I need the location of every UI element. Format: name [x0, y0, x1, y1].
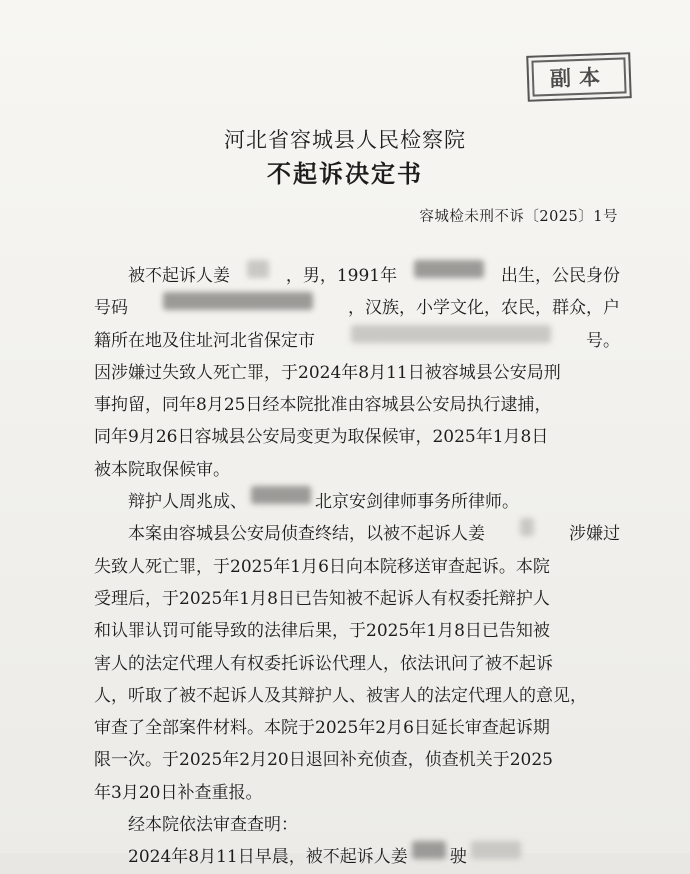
text-segment: 本案由容城县公安局侦查终结，以被不起诉人姜: [128, 524, 485, 545]
redacted-name: [247, 260, 269, 278]
redacted-text: [471, 841, 521, 859]
body-line: 因涉嫌过失致人死亡罪，于2024年8月11日被容城县公安局刑: [94, 362, 561, 383]
body-line: [128, 841, 620, 873]
body-line: 审查了全部案件材料。本院于2025年2月6日延长审查起诉期: [94, 718, 550, 739]
redacted-address: [351, 325, 551, 343]
body-line: [94, 260, 620, 292]
text-segment: ，男，1991年: [285, 266, 398, 286]
body-line: [128, 486, 620, 518]
document-body: [94, 260, 620, 874]
text-segment: 被不起诉人姜: [128, 266, 230, 286]
redacted-lawyer-info: [251, 486, 311, 504]
redacted-id-number: [163, 292, 313, 310]
issuing-organization: 河北省容城县人民检察院: [224, 128, 466, 152]
body-line: 限一次。于2025年2月20日退回补充侦查，侦查机关于2025: [94, 750, 553, 771]
document-title: 不起诉决定书: [267, 159, 423, 188]
body-line: [94, 292, 620, 324]
text-segment: 涉嫌过: [569, 524, 620, 545]
body-line: [94, 325, 620, 357]
body-line: 年3月20日补查重报。: [94, 782, 263, 803]
body-line: 害人的法定代理人有权委托诉讼代理人，依法讯问了被不起诉: [94, 653, 553, 674]
body-line: 同年9月26日容城县公安局变更为取保候审，2025年1月8日: [94, 427, 549, 448]
text-segment: 籍所在地及住址河北省保定市: [94, 330, 315, 351]
text-segment: ，汉族，小学文化，农民，群众，户: [348, 298, 620, 319]
body-line: 人，听取了被不起诉人及其辩护人、被害人的法定代理人的意见，: [94, 685, 587, 706]
copy-stamp-text: 副本: [549, 63, 609, 92]
text-segment: 辩护人周兆成、: [128, 492, 247, 513]
text-segment: 驶: [449, 847, 467, 868]
copy-stamp: [526, 52, 632, 102]
body-line: 被本院取保候审。: [94, 459, 230, 480]
document-number: 容城检未刑不诉〔2025〕1号: [419, 209, 618, 225]
text-segment: 2024年8月11日早晨，被不起诉人姜: [128, 847, 408, 868]
body-line: 受理后，于2025年1月8日已告知被不起诉人有权委托辩护人: [94, 588, 550, 609]
redacted-birthdate: [414, 260, 484, 278]
text-segment: 出生，公民身份: [500, 266, 620, 286]
body-line: 和认罪认罚可能导致的法律后果，于2025年1月8日已告知被: [94, 621, 550, 642]
text-segment: 号码: [94, 298, 128, 319]
redacted-text: [412, 841, 446, 859]
body-line: 事拘留，同年8月25日经本院批准由容城县公安局执行逮捕，: [94, 395, 552, 416]
body-line: 经本院依法审查查明：: [128, 815, 298, 836]
text-segment: 北京安剑律师事务所律师。: [315, 492, 519, 513]
redacted-name: [520, 518, 534, 536]
text-segment: 号。: [586, 330, 620, 351]
body-line: 失致人死亡罪，于2025年1月6日向本院移送审查起诉。本院: [94, 556, 550, 577]
body-line: [128, 518, 620, 550]
